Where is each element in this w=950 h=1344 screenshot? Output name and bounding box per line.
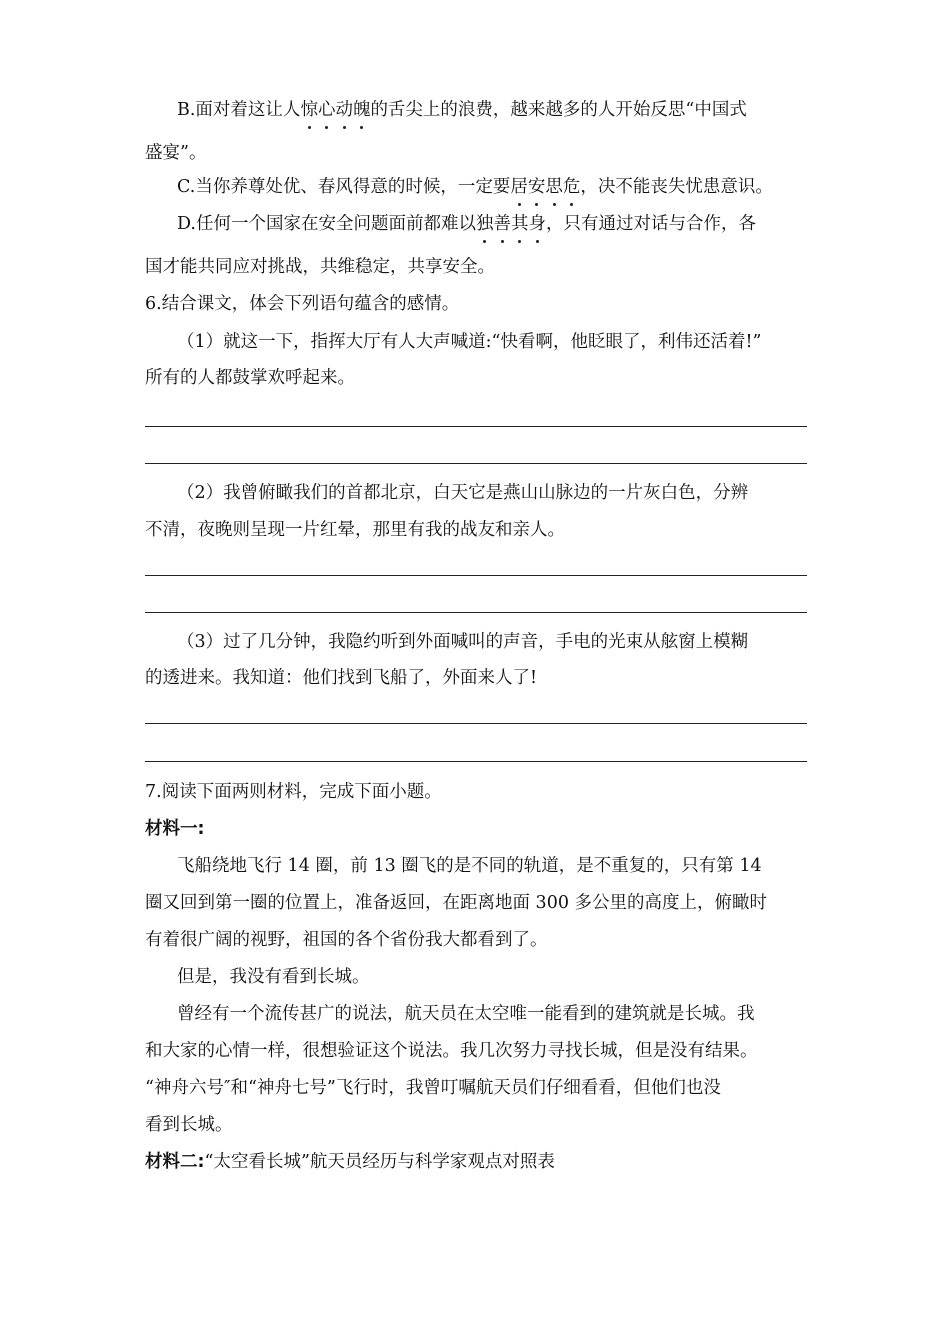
material-1-para3-line2: 和大家的心情一样，很想验证这个说法。我几次努力寻找长城，但是没有结果。 xyxy=(145,1041,758,1061)
dotted-char: 心 xyxy=(317,100,336,120)
dotted-char: 独 xyxy=(475,214,494,234)
dotted-char: 危 xyxy=(562,177,581,197)
q6-sentence-2-line1: （2）我曾俯瞰我们的首都北京，白天它是燕山山脉边的一片灰白色，分辨 xyxy=(177,483,749,503)
answer-line[interactable] xyxy=(145,612,807,613)
option-d-text-pre: D.任何一个国家在安全问题面前都难以 xyxy=(177,214,476,234)
q6-sentence-3-line1: （3）过了几分钟，我隐约听到外面喊叫的声音，手电的光束从舷窗上模糊 xyxy=(177,632,749,652)
dotted-char: 善 xyxy=(493,214,511,234)
option-b-text-pre: B.面对着这让人 xyxy=(177,100,301,120)
option-d-line1 xyxy=(177,212,756,236)
dotted-char: 安 xyxy=(527,177,546,197)
answer-line[interactable] xyxy=(145,463,807,464)
q6-sentence-2-line2: 不清，夜晚则呈现一片红晕，那里有我的战友和亲人。 xyxy=(145,520,565,540)
question-7-title: 7.阅读下面两则材料，完成下面小题。 xyxy=(145,782,442,802)
dotted-char: 其 xyxy=(510,214,529,234)
material-1-para1-line3: 有着很广阔的视野，祖国的各个省份我大都看到了。 xyxy=(145,930,548,950)
option-c-line xyxy=(177,175,773,199)
dotted-char: 惊 xyxy=(300,100,318,120)
material-1-para3-line3: “神舟六号″和“神舟七号”飞行时，我曾叮嘱航天员们仔细看看，但他们也没 xyxy=(145,1078,721,1098)
answer-line[interactable] xyxy=(145,575,807,576)
dotted-char: 动 xyxy=(335,100,353,120)
q6-sentence-1-line1: （1）就这一下，指挥大厅有人大声喊道:“快看啊，他眨眼了，利伟还活着!” xyxy=(177,332,762,352)
material-1-para2: 但是，我没有看到长城。 xyxy=(177,967,370,987)
q6-sentence-1-line2: 所有的人都鼓掌欢呼起来。 xyxy=(145,368,355,388)
material-2-title: “太空看长城”航天员经历与科学家观点对照表 xyxy=(204,1152,555,1172)
option-c-text-post: ，决不能丧失忧患意识。 xyxy=(580,177,773,197)
material-1-para3-line1: 曾经有一个流传甚广的说法，航天员在太空唯一能看到的建筑就是长城。我 xyxy=(177,1004,755,1024)
dotted-char: 思 xyxy=(545,177,563,197)
material-1-para1-line1: 飞船绕地飞行 14 圈，前 13 圈飞的是不同的轨道，是不重复的，只有第 14 xyxy=(177,856,762,876)
option-d-text-post: ，只有通过对话与合作，各 xyxy=(545,214,756,234)
dotted-char: 居 xyxy=(510,177,528,197)
option-c-text-pre: C.当你养尊处优、春风得意的时候，一定要 xyxy=(177,177,511,197)
answer-line[interactable] xyxy=(145,723,807,724)
option-b-line2: 盛宴”。 xyxy=(145,143,207,163)
answer-line[interactable] xyxy=(145,426,807,427)
answer-line[interactable] xyxy=(145,761,807,762)
material-2-heading xyxy=(145,1150,555,1174)
dotted-char: 魄 xyxy=(352,100,371,120)
option-b-line1 xyxy=(177,98,747,122)
material-1-label: 材料一: xyxy=(145,819,205,839)
material-1-para3-line4: 看到长城。 xyxy=(145,1115,233,1135)
material-1-para1-line2: 圈又回到第一圈的位置上，准备返回，在距离地面 300 多公里的高度上，俯瞰时 xyxy=(145,893,768,913)
option-b-text-post: 的舌尖上的浪费，越来越多的人开始反思“中国式 xyxy=(370,100,747,120)
question-6-title: 6.结合课文，体会下列语句蕴含的感情。 xyxy=(145,294,460,314)
option-d-line2: 国才能共同应对挑战，共维稳定，共享安全。 xyxy=(145,257,495,277)
dotted-char: 身 xyxy=(528,214,546,234)
q6-sentence-3-line2: 的透进来。我知道：他们找到飞船了，外面来人了! xyxy=(145,668,538,688)
material-2-label: 材料二: xyxy=(145,1152,205,1172)
